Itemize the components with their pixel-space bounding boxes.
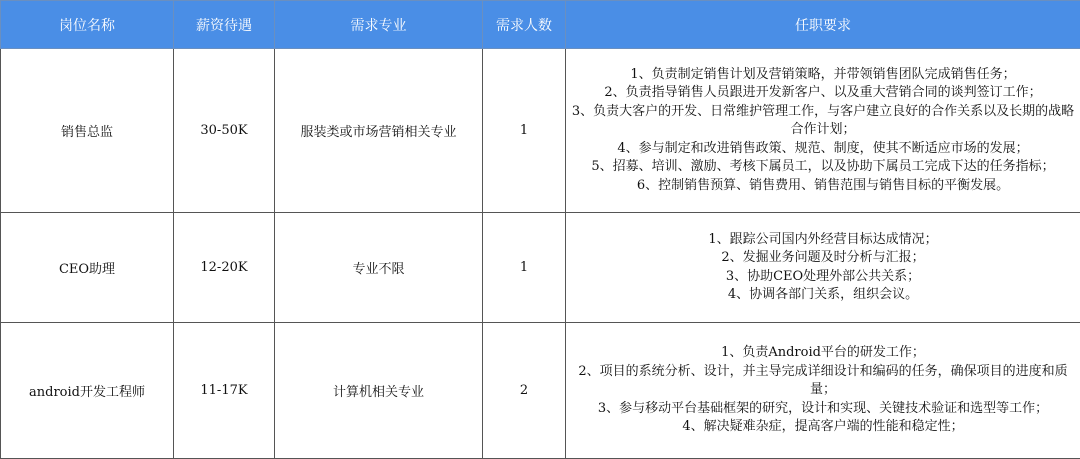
table-row [1, 323, 1080, 459]
position-cell: 销售总监 [1, 49, 174, 213]
requirement-item: 4、协调各部门关系，组织会议。 [727, 287, 919, 302]
major-cell: 专业不限 [275, 213, 483, 323]
requirement-item: 5、招募、培训、激励、考核下属员工，以及协助下属员工完成下达的任务指标； [591, 159, 1055, 175]
position-cell: CEO助理 [1, 213, 174, 323]
requirements-cell [566, 49, 1080, 213]
requirement-item: 2、项目的系统分析、设计，并主导完成详细设计和编码的任务，确保项目的进度和质量； [578, 363, 1068, 398]
requirement-item: 1、负责制定销售计划及营销策略，并带领销售团队完成销售任务； [630, 66, 1016, 82]
requirements-cell [566, 323, 1080, 459]
header-headcount: 需求人数 [483, 1, 566, 49]
table-header-row [1, 1, 1080, 49]
salary-cell: 30-50K [174, 49, 275, 213]
major-cell: 服装类或市场营销相关专业 [275, 49, 483, 213]
major-cell: 计算机相关专业 [275, 323, 483, 459]
salary-cell: 11-17K [174, 323, 275, 459]
requirement-item: 2、发掘业务问题及时分析与汇报； [721, 250, 925, 265]
table-row [1, 49, 1080, 213]
requirement-item: 3、负责大客户的开发、日常维护管理工作，与客户建立良好的合作关系以及长期的战略合作计划； [571, 103, 1075, 138]
requirement-item: 2、负责指导销售人员跟进开发新客户、以及重大营销合同的谈判签订工作； [604, 85, 1042, 101]
header-salary: 薪资待遇 [174, 1, 275, 49]
header-major: 需求专业 [275, 1, 483, 49]
position-cell: android开发工程师 [1, 323, 174, 459]
header-position: 岗位名称 [1, 1, 174, 49]
requirement-item: 3、参与移动平台基础框架的研究，设计和实现、关键技术验证和选型等工作； [597, 400, 1049, 416]
headcount-cell: 1 [483, 49, 566, 213]
requirement-item: 1、负责Android平台的研发工作； [721, 345, 925, 361]
headcount-cell: 2 [483, 323, 566, 459]
requirement-item: 3、协助CEO处理外部公共关系； [725, 268, 921, 284]
headcount-cell: 1 [483, 213, 566, 323]
requirement-item: 4、参与制定和改进销售政策、规范、制度，使其不断适应市场的发展； [617, 140, 1029, 156]
salary-cell: 12-20K [174, 213, 275, 323]
requirement-item: 4、解决疑难杂症，提高客户端的性能和稳定性； [682, 419, 964, 435]
table-row [1, 213, 1080, 323]
requirement-item: 6、控制销售预算、销售费用、销售范围与销售目标的平衡发展。 [636, 177, 1010, 193]
requirements-cell [566, 213, 1080, 323]
requirement-item: 1、跟踪公司国内外经营目标达成情况； [708, 231, 938, 247]
header-requirements: 任职要求 [566, 1, 1080, 49]
